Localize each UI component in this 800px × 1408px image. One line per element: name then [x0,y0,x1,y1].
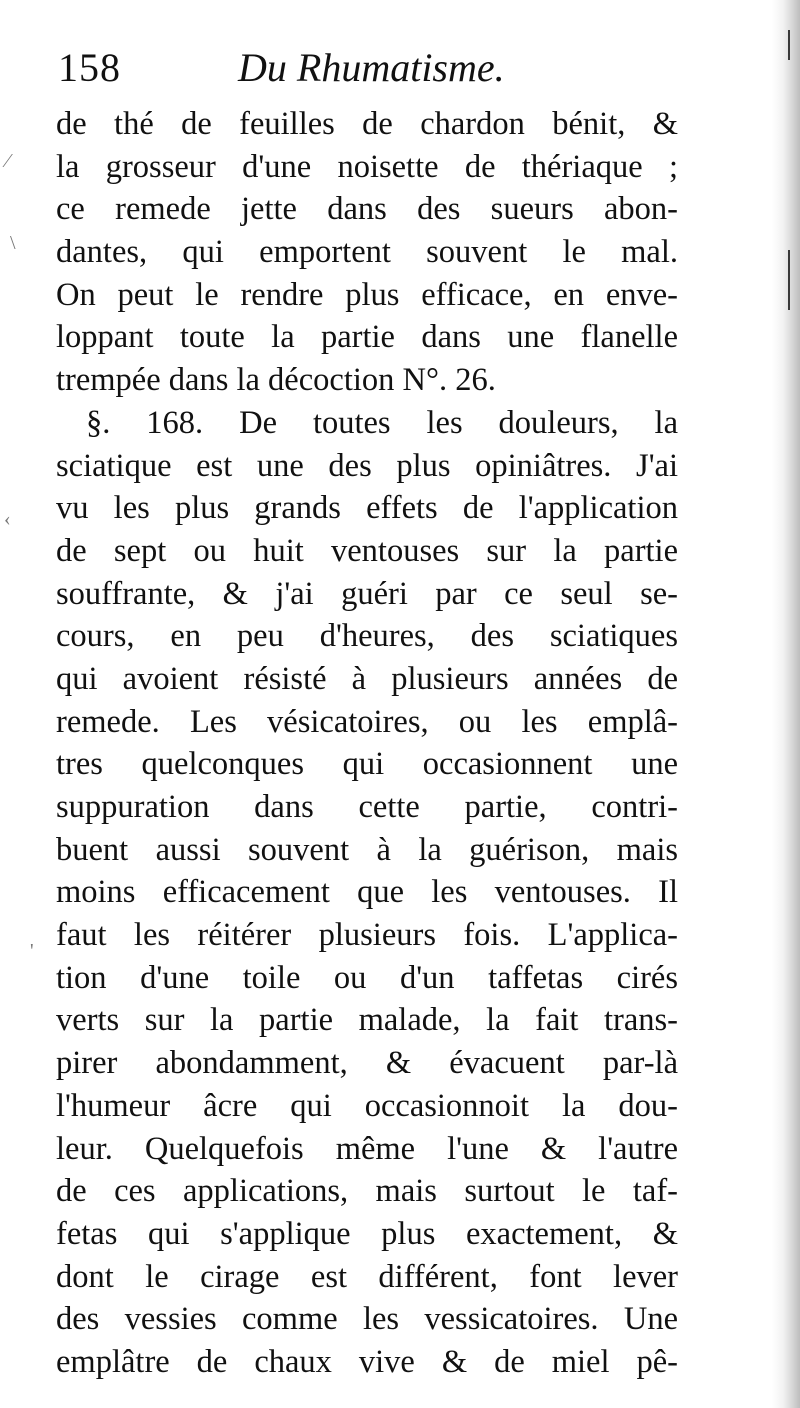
text-line: pirer abondamment, & évacuent par-là [56,1045,678,1082]
text-line: souffrante, & j'ai guéri par ce seul se- [56,575,678,612]
margin-speck: \ [10,232,16,254]
running-head: Du Rhumatisme. [238,45,505,90]
section-168-start: §. 168. De toutes les douleurs, la [86,404,678,441]
margin-speck: ⁄ [6,150,10,172]
text-line: remede. Les vésicatoires, ou les emplâ- [56,703,678,740]
page-edge-mark [788,30,790,60]
text-line: dont le cirage est différent, font lever [56,1258,678,1295]
margin-speck: ‹ [4,508,11,530]
text-line: des vessies comme les vessicatoires. Une [56,1301,678,1338]
text-line: buent aussi souvent à la guérison, mais [56,831,678,868]
text-line: trempée dans la décoction N°. 26. [56,362,496,399]
text-line: cours, en peu d'heures, des sciatiques [56,618,678,655]
text-line: de thé de feuilles de chardon bénit, & [56,106,678,142]
text-line: l'humeur âcre qui occasionnoit la dou- [56,1087,678,1124]
text-line: loppant toute la partie dans une flanelle [56,319,678,356]
page-edge-shadow [772,0,800,1408]
text-line: sciatique est une des plus opiniâtres. J'ai [56,447,678,484]
text-line: de ces applications, mais surtout le taf- [56,1173,678,1210]
text-line: la grosseur d'une noisette de thériaque ; [56,148,678,185]
text-line: qui avoient résisté à plusieurs années de [56,660,678,697]
text-line: suppuration dans cette partie, contri- [56,789,678,825]
page-number: 158 [58,45,121,90]
text-line: tres quelconques qui occasionnent une [56,746,678,783]
text-line: vu les plus grands effets de l'application [56,490,678,527]
body-text [56,103,678,1384]
text-line: On peut le rendre plus efficace, en enve- [56,276,678,313]
text-line: verts sur la partie malade, la fait trans- [56,1002,678,1039]
text-line: ce remede jette dans des sueurs abon- [56,191,678,228]
text-line: tion d'une toile ou d'un taffetas cirés [56,959,678,996]
text-line: fetas qui s'applique plus exactement, & [56,1215,678,1252]
text-line: dantes, qui emportent souvent le mal. [56,234,678,271]
page-edge-mark [788,250,790,310]
text-line: emplâtre de chaux vive & de miel pê- [56,1343,678,1380]
page-header [58,44,698,100]
text-line: moins efficacement que les ventouses. Il [56,874,678,911]
text-line: leur. Quelquefois même l'une & l'autre [56,1130,678,1167]
text-line: faut les réitérer plusieurs fois. L'applica- [56,917,678,954]
margin-speck: ' [30,940,34,962]
text-line: de sept ou huit ventouses sur la partie [56,532,678,569]
